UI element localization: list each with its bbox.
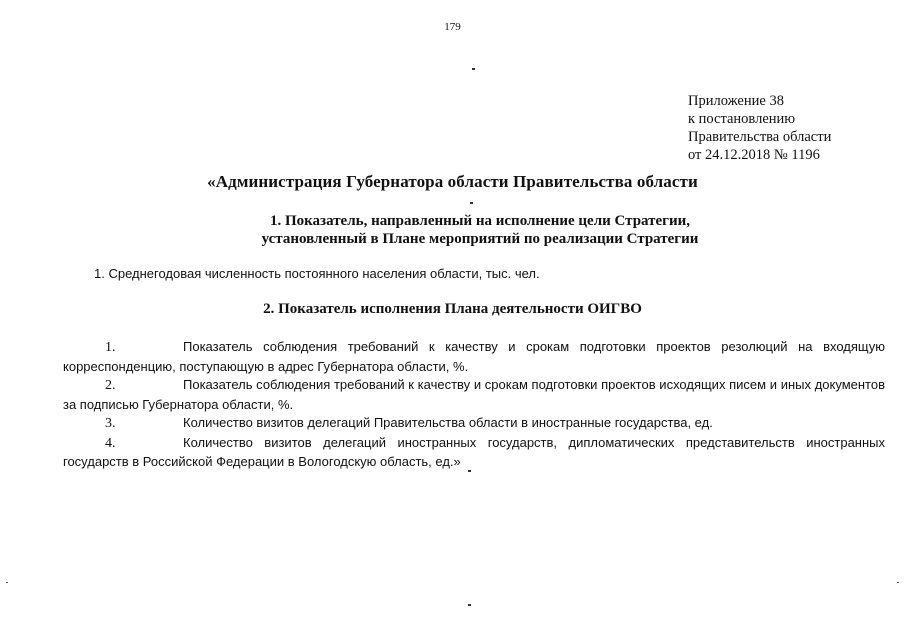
document-title: «Администрация Губернатора области Правительства области [207,172,698,191]
item-number: 1. [105,340,116,355]
scan-speck [6,582,8,583]
section-2-heading: 2. Показатель исполнения Плана деятельности ОИГВО [263,301,642,317]
annex-line: от 24.12.2018 № 1196 [688,147,820,163]
list-item [63,376,885,414]
page-number: 179 [444,21,461,33]
list-item [63,338,885,376]
scan-speck [472,68,475,70]
annex-line: Приложение 38 [688,93,784,109]
scan-speck [897,582,899,583]
item-number: 3. [105,416,116,431]
item-number: 2. [105,378,116,393]
section-1-heading-line: установленный в Плане мероприятий по реализации Стратегии [261,231,699,247]
scan-speck [468,604,471,606]
annex-line: к постановлению [688,111,796,127]
annex-line: Правительства области [688,129,832,145]
item-text: Показатель соблюдения требований к качеству и срокам подготовки проектов резолюций на входящую корреспонденцию, поступающую в адрес Губернатора области, %. [63,339,885,374]
indicator-list [63,338,885,472]
section-1-heading-line: 1. Показатель, направленный на исполнение цели Стратегии, [269,213,691,229]
item-text: Показатель соблюдения требований к качеству и срокам подготовки проектов исходящих писем и иных документов за подписью Губернатора области, %. [63,377,885,412]
item-number: 4. [105,435,116,451]
strategy-indicator: 1. Среднегодовая численность постоянного населения области, тыс. чел. [94,266,540,281]
scan-speck [468,470,471,472]
section-1-heading [230,212,730,248]
list-item [63,434,885,472]
scan-speck [470,202,473,204]
item-text: Количество визитов делегаций иностранных государств, дипломатических представительств иностранных государств в Российской Федерации в Вологодскую область, ед.» [63,434,885,469]
item-text: Количество визитов делегаций Правительства области в иностранные государства, ед. [183,415,713,430]
annex-block [688,92,831,164]
list-item [63,414,885,434]
